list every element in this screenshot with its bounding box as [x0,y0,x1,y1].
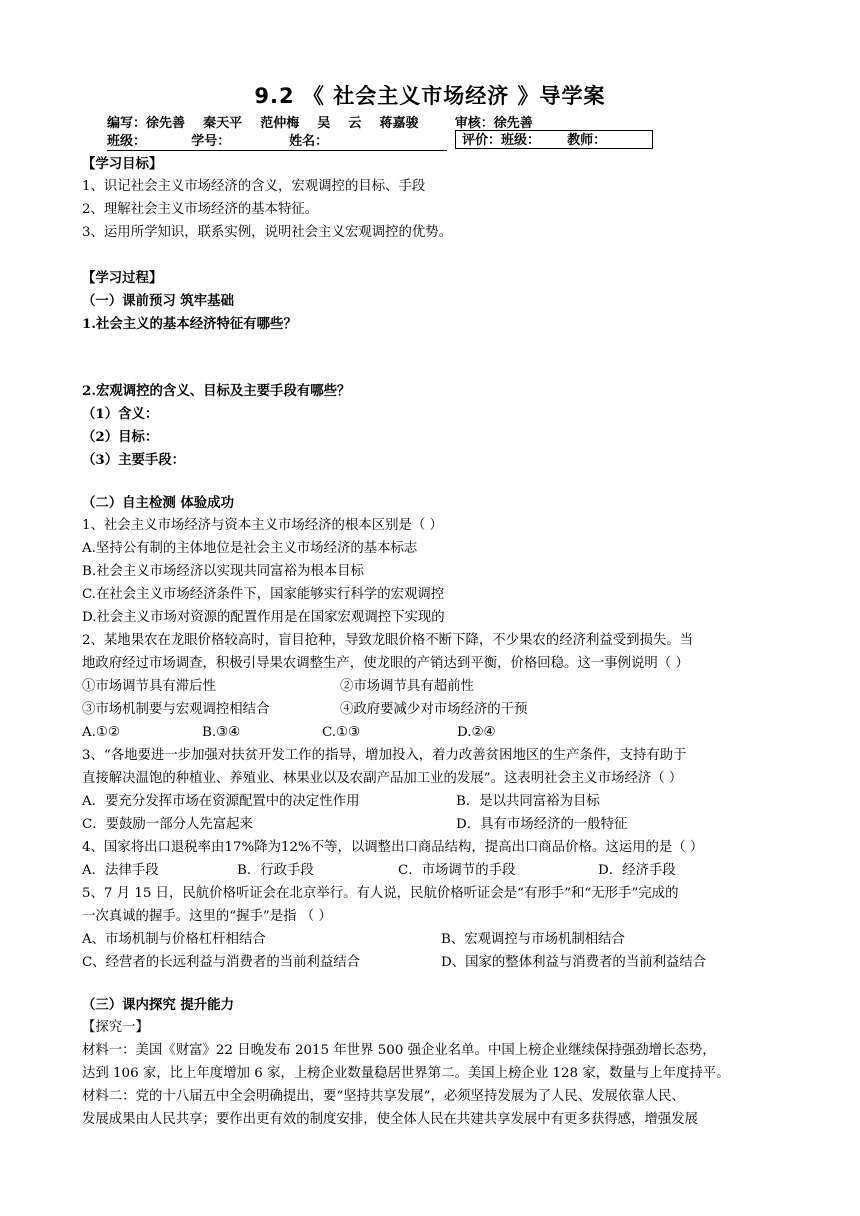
question: 一次真诚的握手。这里的“握手”是指 （ ） [82,909,332,924]
statement: ③市场机制要与宏观调控相结合 [82,702,270,717]
section-heading: （二）自主检测 体验成功 [82,495,234,511]
option: A.坚持公有制的主体地位是社会主义市场经济的基本标志 [82,541,418,556]
material-text: 发展成果由人民共享；要作出更有效的制度安排，使全体人民在共建共享发展中有更多获得感，增强发展 [82,1112,698,1127]
goal-item: 1、识记社会主义市场经济的含义，宏观调控的目标、手段 [82,179,426,194]
option: B．行政手段 [237,863,314,878]
option: B.③④ [202,725,241,740]
question: 4、国家将出口退税率由17%降为12%不等，以调整出口商品结构，提高出口商品价格。这运用的是（ ） [82,840,704,855]
student-info-fields: 班级： 学号： 姓名： [107,133,447,151]
evaluation-box: 评价：班级： 教师： [455,130,653,149]
option: B、宏观调控与市场机制相结合 [441,932,625,947]
option: D．具有市场经济的一般特征 [456,817,628,832]
question: 1.社会主义的基本经济特征有哪些？ [82,316,297,332]
goal-item: 3、运用所学知识，联系实例，说明社会主义宏观调控的优势。 [82,225,453,240]
option: A、市场机制与价格杠杆相结合 [82,932,266,947]
option: D、国家的整体利益与消费者的当前利益结合 [441,955,707,970]
material-text: 材料二：党的十八届五中全会明确提出，要“坚持共享发展”，必须坚持发展为了人民、发展依靠人民、 [82,1089,685,1104]
statement: ①市场调节具有滞后性 [82,679,216,694]
subsection-heading: 【探究一】 [82,1020,149,1035]
option: D.社会主义市场对资源的配置作用是在国家宏观调控下实现的 [82,610,445,625]
goal-item: 2、理解社会主义市场经济的基本特征。 [82,202,319,217]
authors-line: 编写：徐先善 秦天平 范仲梅 吴 云 蒋嘉骏 审核：徐先善 [107,116,533,131]
material-text: 材料一：美国《财富》22 日晚发布 2015 年世界 500 强企业名单。中国上榜企业继续保持强劲增长态势， [82,1043,716,1058]
option: A．法律手段 [82,863,159,878]
question: 3、“各地要进一步加强对扶贫开发工作的指导，增加投入，着力改善贫困地区的生产条件，支持有助于 [82,748,687,763]
statement: ④政府要减少对市场经济的干预 [340,702,528,717]
option: B.社会主义市场经济以实现共同富裕为根本目标 [82,564,364,579]
answer-slot: （1）含义： [82,406,159,422]
question: 直接解决温饱的种植业、养殖业、林果业以及农副产品加工业的发展”。这表明社会主义市场经济（ ） [82,771,683,786]
material-text: 达到 106 家，比上年度增加 6 家，上榜企业数量稳居世界第二。美国上榜企业 128 家，数量与上年度持平。 [82,1066,730,1081]
option: D．经济手段 [598,863,676,878]
option: C.在社会主义市场经济条件下，国家能够实行科学的宏观调控 [82,587,445,602]
answer-slot: （2）目标： [82,429,159,445]
student-info-line [107,133,655,151]
option: C.①③ [322,725,361,740]
option: C．市场调节的手段 [398,863,516,878]
option: B．是以共同富裕为目标 [456,794,600,809]
answer-slot: （3）主要手段： [82,452,186,468]
option: C、经营者的长远利益与消费者的当前利益结合 [82,955,361,970]
question: 地政府经过市场调查，积极引导果农调整生产，使龙眼的产销达到平衡，价格回稳。这一事例说明（ ） [82,656,689,671]
option: A.①② [82,725,120,740]
question: 5、7 月 15 日，民航价格听证会在北京举行。有人说，民航价格听证会是“有形手”和“无形手”完成的 [82,886,679,901]
page-title: 9.2 《 社会主义市场经济 》导学案 [254,84,606,108]
question: 1、社会主义市场经济与资本主义市场经济的根本区别是（ ） [82,518,443,533]
process-heading: 【学习过程】 [82,270,163,286]
section-heading: （一）课前预习 筑牢基础 [82,293,234,309]
option: D.②④ [457,725,496,740]
option: C．要鼓励一部分人先富起来 [82,817,253,832]
question: 2、某地果农在龙眼价格较高时，盲目抢种，导致龙眼价格不断下降，不少果农的经济利益受到损失。当 [82,633,694,648]
option: A．要充分发挥市场在资源配置中的决定性作用 [82,794,360,809]
section-heading: （三）课内探究 提升能力 [82,997,234,1013]
goals-heading: 【学习目标】 [82,156,163,172]
statement: ②市场调节具有超前性 [340,679,474,694]
question: 2.宏观调控的含义、目标及主要手段有哪些？ [82,383,351,399]
